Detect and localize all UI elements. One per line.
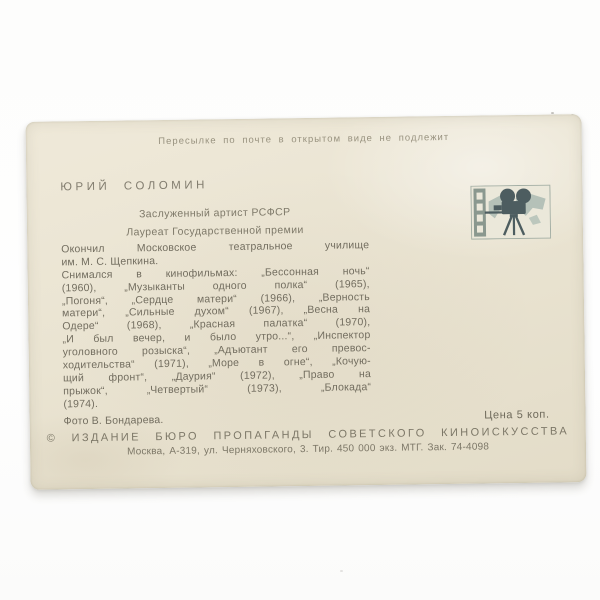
- filmography-line: Одере“ (1968), „Красная палатка“ (1970),: [62, 316, 371, 333]
- price-label: Цена 5 коп.: [484, 408, 550, 422]
- filmography-line: прыжок“, „Четвертый“ (1973), „Блокада“: [63, 380, 372, 398]
- biography-text: [61, 239, 372, 428]
- bio-line: Окончил Московское театральное училище: [61, 239, 370, 256]
- filmography-line: матери“, „Сильные духом“ (1967), „Весна на: [62, 303, 371, 320]
- imprint-line: Москва, А-319, ул. Черняховского, 3. Тир. 450 000 экз. МТГ. Зак. 74-4098: [126, 441, 490, 458]
- filmography-line: ходительства“ (1971), „Море в огне“, „Кочую-: [62, 355, 371, 372]
- filmography-line: „И был вечер, и было утро...“, „Инспектор: [62, 329, 371, 346]
- filmography-line: (1974).: [63, 397, 99, 411]
- postal-notice: Пересылке по почте в открытом виде не подлежит: [158, 131, 450, 148]
- filmography-line: Снимался в кинофильмах: „Бессонная ночь“: [61, 264, 370, 282]
- honorific-line-1: Заслуженный артист РСФСР: [138, 206, 291, 221]
- publisher-line: © ИЗДАНИЕ БЮРО ПРОПАГАНДЫ СОВЕТСКОГО КИНОИСКУССТВА: [46, 425, 570, 445]
- film-camera-stamp-icon: [470, 185, 551, 240]
- dust-speck: [340, 570, 343, 572]
- filmography-line: (1960), „Музыканты одного полка“ (1965),: [61, 277, 370, 295]
- honorific-line-2: Лауреат Государственной премии: [126, 224, 304, 239]
- bio-line: им. М. С. Щепкина.: [61, 254, 159, 269]
- postcard-back: [25, 114, 586, 490]
- filmography-line: „Погоня“, „Сердце матери“ (1966), „Верность: [61, 290, 371, 307]
- filmography-line: щий фронт“, „Даурия“ (1972), „Право на: [62, 368, 372, 385]
- photo-credit: Фото В. Бондарева.: [63, 413, 164, 427]
- card-title: ЮРИЙ СОЛОМИН: [60, 179, 208, 194]
- filmography-line: уголовного розыска“, „Адъютант его превос-: [62, 342, 371, 359]
